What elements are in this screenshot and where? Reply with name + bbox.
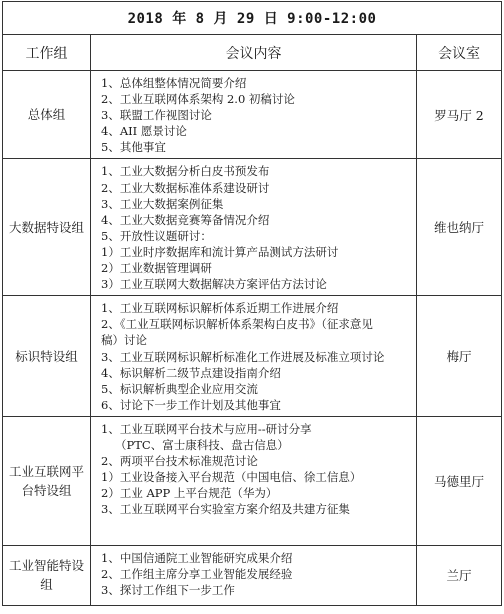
room-name: 梅厅	[417, 296, 502, 417]
agenda-line: 4、AII 愿景讨论	[101, 124, 187, 139]
agenda-line: 1、工业大数据分析白皮书预发布	[101, 164, 270, 179]
agenda-content	[91, 296, 417, 417]
agenda-line: 5、开放性议题研讨：	[101, 228, 212, 243]
agenda-line: 2）工业数据管理调研	[101, 261, 212, 276]
agenda-line: 稿）讨论	[101, 333, 147, 348]
header-content: 会议内容	[91, 35, 417, 71]
header-room: 会议室	[417, 35, 502, 71]
table-row	[3, 296, 502, 417]
schedule-table	[2, 1, 502, 606]
agenda-line: 3、工业互联网标识解析标准化工作进展及标准立项讨论	[101, 349, 385, 364]
agenda-line: 2）工业 APP 上平台规范（华为）	[101, 486, 278, 501]
agenda-line: 1）工业设备接入平台规范（中国电信、徐工信息）	[101, 470, 362, 485]
header-group: 工作组	[3, 35, 91, 71]
room-name: 罗马厅 2	[417, 71, 502, 159]
group-name: 大数据特设组	[3, 159, 91, 296]
agenda-line: 3、工业互联网平台实验室方案介绍及共建方征集	[101, 502, 350, 517]
agenda-line: （PTC、富士康科技、盘古信息）	[115, 437, 289, 452]
agenda-line: 1、中国信通院工业智能研究成果介绍	[101, 550, 293, 565]
agenda-line: 3、联盟工作视图讨论	[101, 108, 212, 123]
agenda-line: 2、工作组主席分享工业智能发展经验	[101, 566, 293, 581]
agenda-line: 1、总体组整体情况简要介绍	[101, 76, 247, 90]
group-name: 标识特设组	[3, 296, 91, 417]
agenda-content	[91, 71, 417, 159]
table-row	[3, 159, 502, 296]
agenda-line: 3）工业互联网大数据解决方案评估方法讨论	[101, 277, 327, 292]
agenda-line: 1、工业互联网标识解析体系近期工作进展介绍	[101, 301, 339, 316]
group-name: 工业智能特设组	[3, 545, 91, 605]
agenda-line: 3、工业大数据案例征集	[101, 196, 224, 211]
agenda-line: 4、标识解析二级节点建设指南介绍	[101, 365, 281, 380]
agenda-line: 5、标识解析典型企业应用交流	[101, 381, 258, 396]
agenda-line: 2、两项平台技术标准规范讨论	[101, 454, 258, 469]
agenda-line: 4、工业大数据竞赛筹备情况介绍	[101, 212, 270, 227]
group-name: 工业互联网平台特设组	[3, 416, 91, 545]
table-row	[3, 416, 502, 545]
agenda-content	[91, 416, 417, 545]
title-row	[3, 2, 502, 35]
agenda-line: 2、工业大数据标准体系建设研讨	[101, 180, 270, 195]
agenda-content	[91, 159, 417, 296]
header-row	[3, 35, 502, 71]
room-name: 马德里厅	[417, 416, 502, 545]
schedule-date-title: 2018 年 8 月 29 日 9:00-12:00	[3, 2, 502, 35]
agenda-line: 1）工业时序数据库和流计算产品测试方法研讨	[101, 244, 339, 259]
room-name: 维也纳厅	[417, 159, 502, 296]
agenda-line: 1、工业互联网平台技术与应用--研讨分享	[101, 421, 312, 436]
room-name: 兰厅	[417, 545, 502, 605]
table-row	[3, 71, 502, 159]
agenda-line: 6、讨论下一步工作计划及其他事宜	[101, 397, 281, 412]
table-row	[3, 545, 502, 605]
agenda-line: 2、《工业互联网标识解析体系架构白皮书》（征求意见	[101, 317, 373, 332]
group-name: 总体组	[3, 71, 91, 159]
agenda-line: 5、其他事宜	[101, 140, 166, 155]
agenda-content	[91, 545, 417, 605]
agenda-line: 2、工业互联网体系架构 2.0 初稿讨论	[101, 92, 295, 107]
agenda-line: 3、探讨工作组下一步工作	[101, 583, 235, 598]
